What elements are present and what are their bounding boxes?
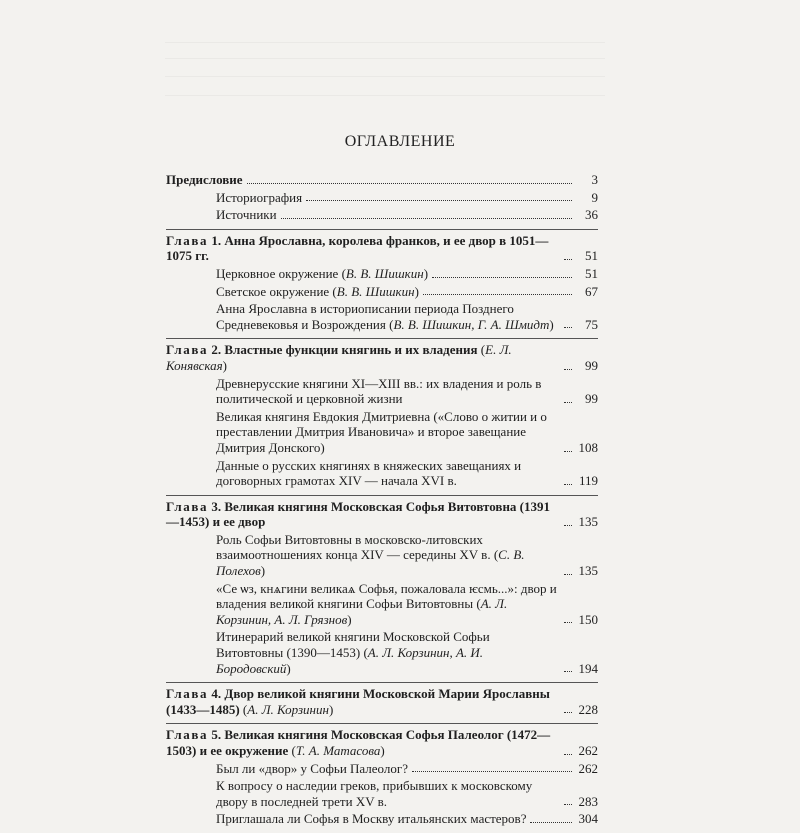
entry-title-part: А. Л. Корзинин, А. И. Бородовский <box>216 645 484 676</box>
toc-entry <box>166 342 598 373</box>
entry-title <box>216 190 302 206</box>
toc-subentry <box>166 266 598 282</box>
dot-leader <box>306 200 572 201</box>
entry-title-part: В. В. Шишкин <box>345 265 424 281</box>
dot-leader <box>530 822 572 823</box>
entry-title <box>166 727 560 758</box>
page-number: 99 <box>585 391 598 407</box>
entry-title-part: Церковное окружение ( <box>216 265 346 281</box>
entry-title-part: А. Л. Корзинин <box>247 701 329 717</box>
entry-title <box>216 266 428 282</box>
dot-leader <box>564 369 572 370</box>
toc-subentry <box>166 629 598 676</box>
dot-leader <box>564 622 572 623</box>
page-number: 36 <box>585 207 598 223</box>
page-title: ОГЛАВЛЕНИЕ <box>344 133 456 150</box>
entry-title-part: Глава <box>166 342 209 358</box>
entry-title <box>166 686 560 717</box>
dot-leader <box>564 712 572 713</box>
entry-title <box>216 761 408 777</box>
dot-leader <box>432 277 572 278</box>
toc-entry <box>166 727 598 758</box>
toc-subentry <box>166 409 598 456</box>
entry-title-part: 3. Великая княгиня Московская Софья Витовтовна (1391—1453) и ее двор <box>166 498 551 530</box>
toc-entry <box>166 686 598 717</box>
dot-leader <box>281 218 572 219</box>
toc-entry <box>166 499 598 530</box>
entry-title <box>216 409 560 456</box>
page-number: 119 <box>578 473 598 489</box>
dot-leader <box>564 671 572 672</box>
entry-title <box>166 342 560 373</box>
entry-title-part: Итинерарий великой княгини Московской Софьи Витовтовны (1390—1453) ( <box>216 629 490 661</box>
page-number: 67 <box>585 283 598 299</box>
entry-title-part: 2. Властные функции княгинь и их владения <box>208 342 478 358</box>
entry-title-part: ( <box>288 743 296 758</box>
toc-subentry <box>166 778 598 809</box>
dot-leader <box>423 294 572 295</box>
entry-title-part: А. Л. Корзинин, А. Л. Грязнов <box>216 596 508 627</box>
page-number: 9 <box>591 189 598 205</box>
toc-section <box>166 338 598 488</box>
dot-leader <box>247 183 572 184</box>
entry-title-part: Древнерусские княгини XI—XIII вв.: их владения и роль в политической и церковной жизни <box>216 375 542 407</box>
page-number: 150 <box>578 611 598 627</box>
page-number: 135 <box>578 563 598 579</box>
entry-title-part: ) <box>222 357 228 373</box>
toc-entry <box>166 172 598 188</box>
entry-title-part: Источники <box>216 207 277 223</box>
entry-title-part: ) <box>286 660 291 676</box>
entry-title-part: 1. Анна Ярославна, королева франков, и ее двор в 1051—1075 гг. <box>166 232 549 264</box>
toc-section <box>166 495 598 677</box>
entry-title-part: Анна Ярославна в историописании периода Позднего Средневековья и Возрождения ( <box>216 301 514 332</box>
entry-title-part: Глава <box>166 232 209 248</box>
toc-subentry <box>166 581 598 628</box>
page-number: 262 <box>578 760 598 776</box>
entry-title-part: Данные о русских княгинях в княжеских завещаниях и договорных грамотах XIV — начала XVI в. <box>216 457 522 489</box>
entry-title-part: К вопросу о наследии греков, прибывших к московскому двору в последней трети XV в. <box>216 778 533 809</box>
entry-title <box>166 233 560 264</box>
entry-title-part: ) <box>260 563 266 579</box>
toc-subentry <box>166 761 598 777</box>
toc-subentry <box>166 284 598 300</box>
entry-title-part: Глава <box>166 498 209 514</box>
entry-title-part: ) <box>414 283 419 299</box>
toc-section <box>166 229 598 333</box>
entry-title-part: Великая княгиня Евдокия Дмитриевна («Слово о житии и о преставлении Дмитрия Ивановича» и второе завещание Дмитрия Донского) <box>216 408 547 455</box>
entry-title <box>166 172 243 188</box>
toc-subentry <box>166 207 598 223</box>
toc-entry <box>166 233 598 264</box>
entry-title <box>216 629 560 676</box>
dot-leader <box>412 771 572 772</box>
dot-leader <box>564 451 572 452</box>
entry-title <box>216 301 560 332</box>
entry-title-part: В. В. Шишкин, Г. А. Шмидт <box>393 316 550 332</box>
entry-title-part: 4. Двор великой княгини Московской Марии Ярославны (1433—1485) <box>166 686 550 717</box>
entry-title <box>216 207 277 223</box>
entry-title-part: Приглашала ли Софья в Москву итальянских мастеров? <box>216 811 527 827</box>
entry-title <box>216 581 560 628</box>
entry-title-part: Т. А. Матасова <box>295 743 381 758</box>
page-number: 75 <box>585 316 598 332</box>
page-number: 3 <box>591 172 598 187</box>
entry-title-part: ) <box>347 611 352 627</box>
page-number: 304 <box>578 811 598 827</box>
entry-title-part: 5. Великая княгиня Московская Софья Палеолог (1472—1503) и ее окружение <box>166 727 551 758</box>
toc-subentry <box>166 532 598 579</box>
page-number: 283 <box>578 793 598 809</box>
page-number: 194 <box>578 660 598 676</box>
dot-leader <box>564 804 572 805</box>
entry-title-part: Роль Софьи Витовтовны в московско-литовских взаимоотношениях конца XIV — середины XV в. ( <box>216 531 499 563</box>
entry-title-part: В. В. Шишкин <box>336 283 415 299</box>
table-of-contents <box>166 172 598 833</box>
page-number: 262 <box>578 743 598 758</box>
entry-title-part: Е. Л. Конявская <box>166 342 512 373</box>
dot-leader <box>564 327 572 328</box>
page-number: 228 <box>578 701 598 717</box>
entry-title <box>166 499 560 530</box>
entry-title <box>216 811 526 827</box>
toc-section <box>166 723 598 827</box>
entry-title <box>216 376 560 407</box>
entry-title-part: ( <box>477 342 486 358</box>
entry-title-part: Историография <box>216 189 303 205</box>
entry-title-part: ) <box>423 265 429 281</box>
entry-title-part: ) <box>380 743 385 758</box>
toc-subentry <box>166 458 598 489</box>
entry-title-part: Был ли «двор» у Софьи Палеолог? <box>216 760 408 776</box>
entry-title-part: Глава <box>166 727 209 743</box>
toc-subentry <box>166 190 598 206</box>
dot-leader <box>564 484 572 485</box>
toc-subentry <box>166 811 598 827</box>
toc-section <box>166 172 598 223</box>
page-number: 51 <box>585 265 598 281</box>
entry-title <box>216 284 419 300</box>
entry-title-part: С. В. Полехов <box>216 547 525 579</box>
entry-title <box>216 458 560 489</box>
page-number: 51 <box>585 248 598 264</box>
entry-title <box>216 532 560 579</box>
entry-title-part: ( <box>239 701 248 717</box>
entry-title <box>216 778 560 809</box>
entry-title-part: ) <box>328 701 334 717</box>
page-number: 99 <box>585 357 598 373</box>
dot-leader <box>564 574 572 575</box>
toc-section <box>166 682 598 717</box>
entry-title-part: «Се ѡз, кнѧгини великаѧ Софья, пожаловала ѥсмь...»: двор и владения великой княгини Софьи Витовтовны ( <box>216 580 557 612</box>
toc-subentry <box>166 301 598 332</box>
entry-title-part: Предисловие <box>166 172 243 187</box>
toc-subentry <box>166 376 598 407</box>
entry-title-part: Светское окружение ( <box>216 283 337 299</box>
page-number: 135 <box>578 514 598 530</box>
dot-leader <box>564 754 572 755</box>
entry-title-part: ) <box>549 316 554 332</box>
page-number: 108 <box>578 439 598 455</box>
entry-title-part: Глава <box>166 686 209 702</box>
dot-leader <box>564 402 572 403</box>
dot-leader <box>564 525 572 526</box>
dot-leader <box>564 259 572 260</box>
